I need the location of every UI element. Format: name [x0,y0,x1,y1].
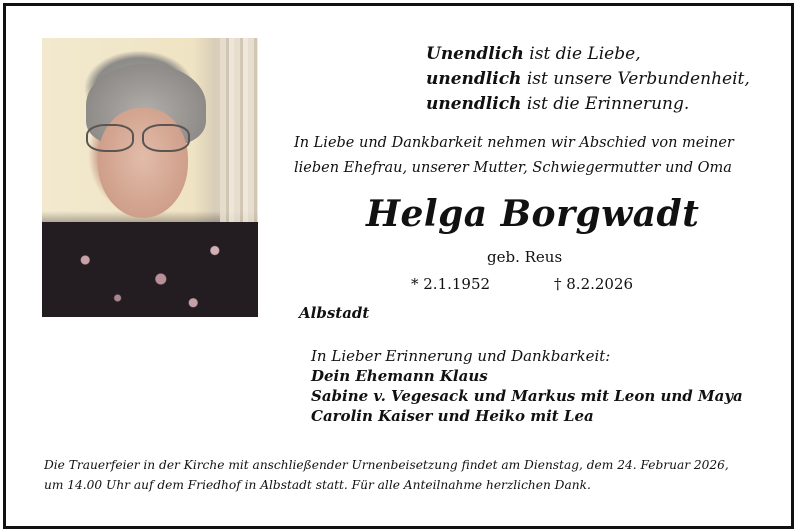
intro-line-2: lieben Ehefrau, unserer Mutter, Schwiegermutter und Oma [294,160,732,176]
deceased-name: Helga Borgwadt [366,193,700,235]
quote-line-2: unendlich ist unsere Verbundenheit, [426,69,750,89]
family-line-1: Dein Ehemann Klaus [311,367,488,385]
service-line-2: um 14.00 Uhr auf dem Friedhof in Albstadt statt. Für alle Anteilnahme herzlichen Dank. [44,478,591,492]
quote-block [426,42,750,117]
maiden-name: geb. Reus [487,248,563,266]
thanks-heading: In Lieber Erinnerung und Dankbarkeit: [311,347,611,365]
quote-line-3: unendlich ist die Erinnerung. [426,94,690,114]
place-name: Albstadt [299,304,370,322]
portrait-photo [42,38,258,317]
floral-dress [42,222,258,317]
quote-line-1: Unendlich ist die Liebe, [426,44,641,64]
glasses [86,124,190,150]
funeral-service-note [44,455,729,495]
family-line-3: Carolin Kaiser und Heiko mit Lea [311,407,594,425]
mourners-block [311,346,743,426]
birth-date: * 2.1.1952 [411,275,491,293]
intro-line-1: In Liebe und Dankbarkeit nehmen wir Abschied von meiner [294,135,734,151]
death-date: † 8.2.2026 [554,275,634,293]
family-line-2: Sabine v. Vegesack und Markus mit Leon und Maya [311,387,743,405]
intro-text [294,131,734,181]
service-line-1: Die Trauerfeier in der Kirche mit anschließender Urnenbeisetzung findet am Dienstag, dem 24. Februar 2026, [44,458,729,472]
